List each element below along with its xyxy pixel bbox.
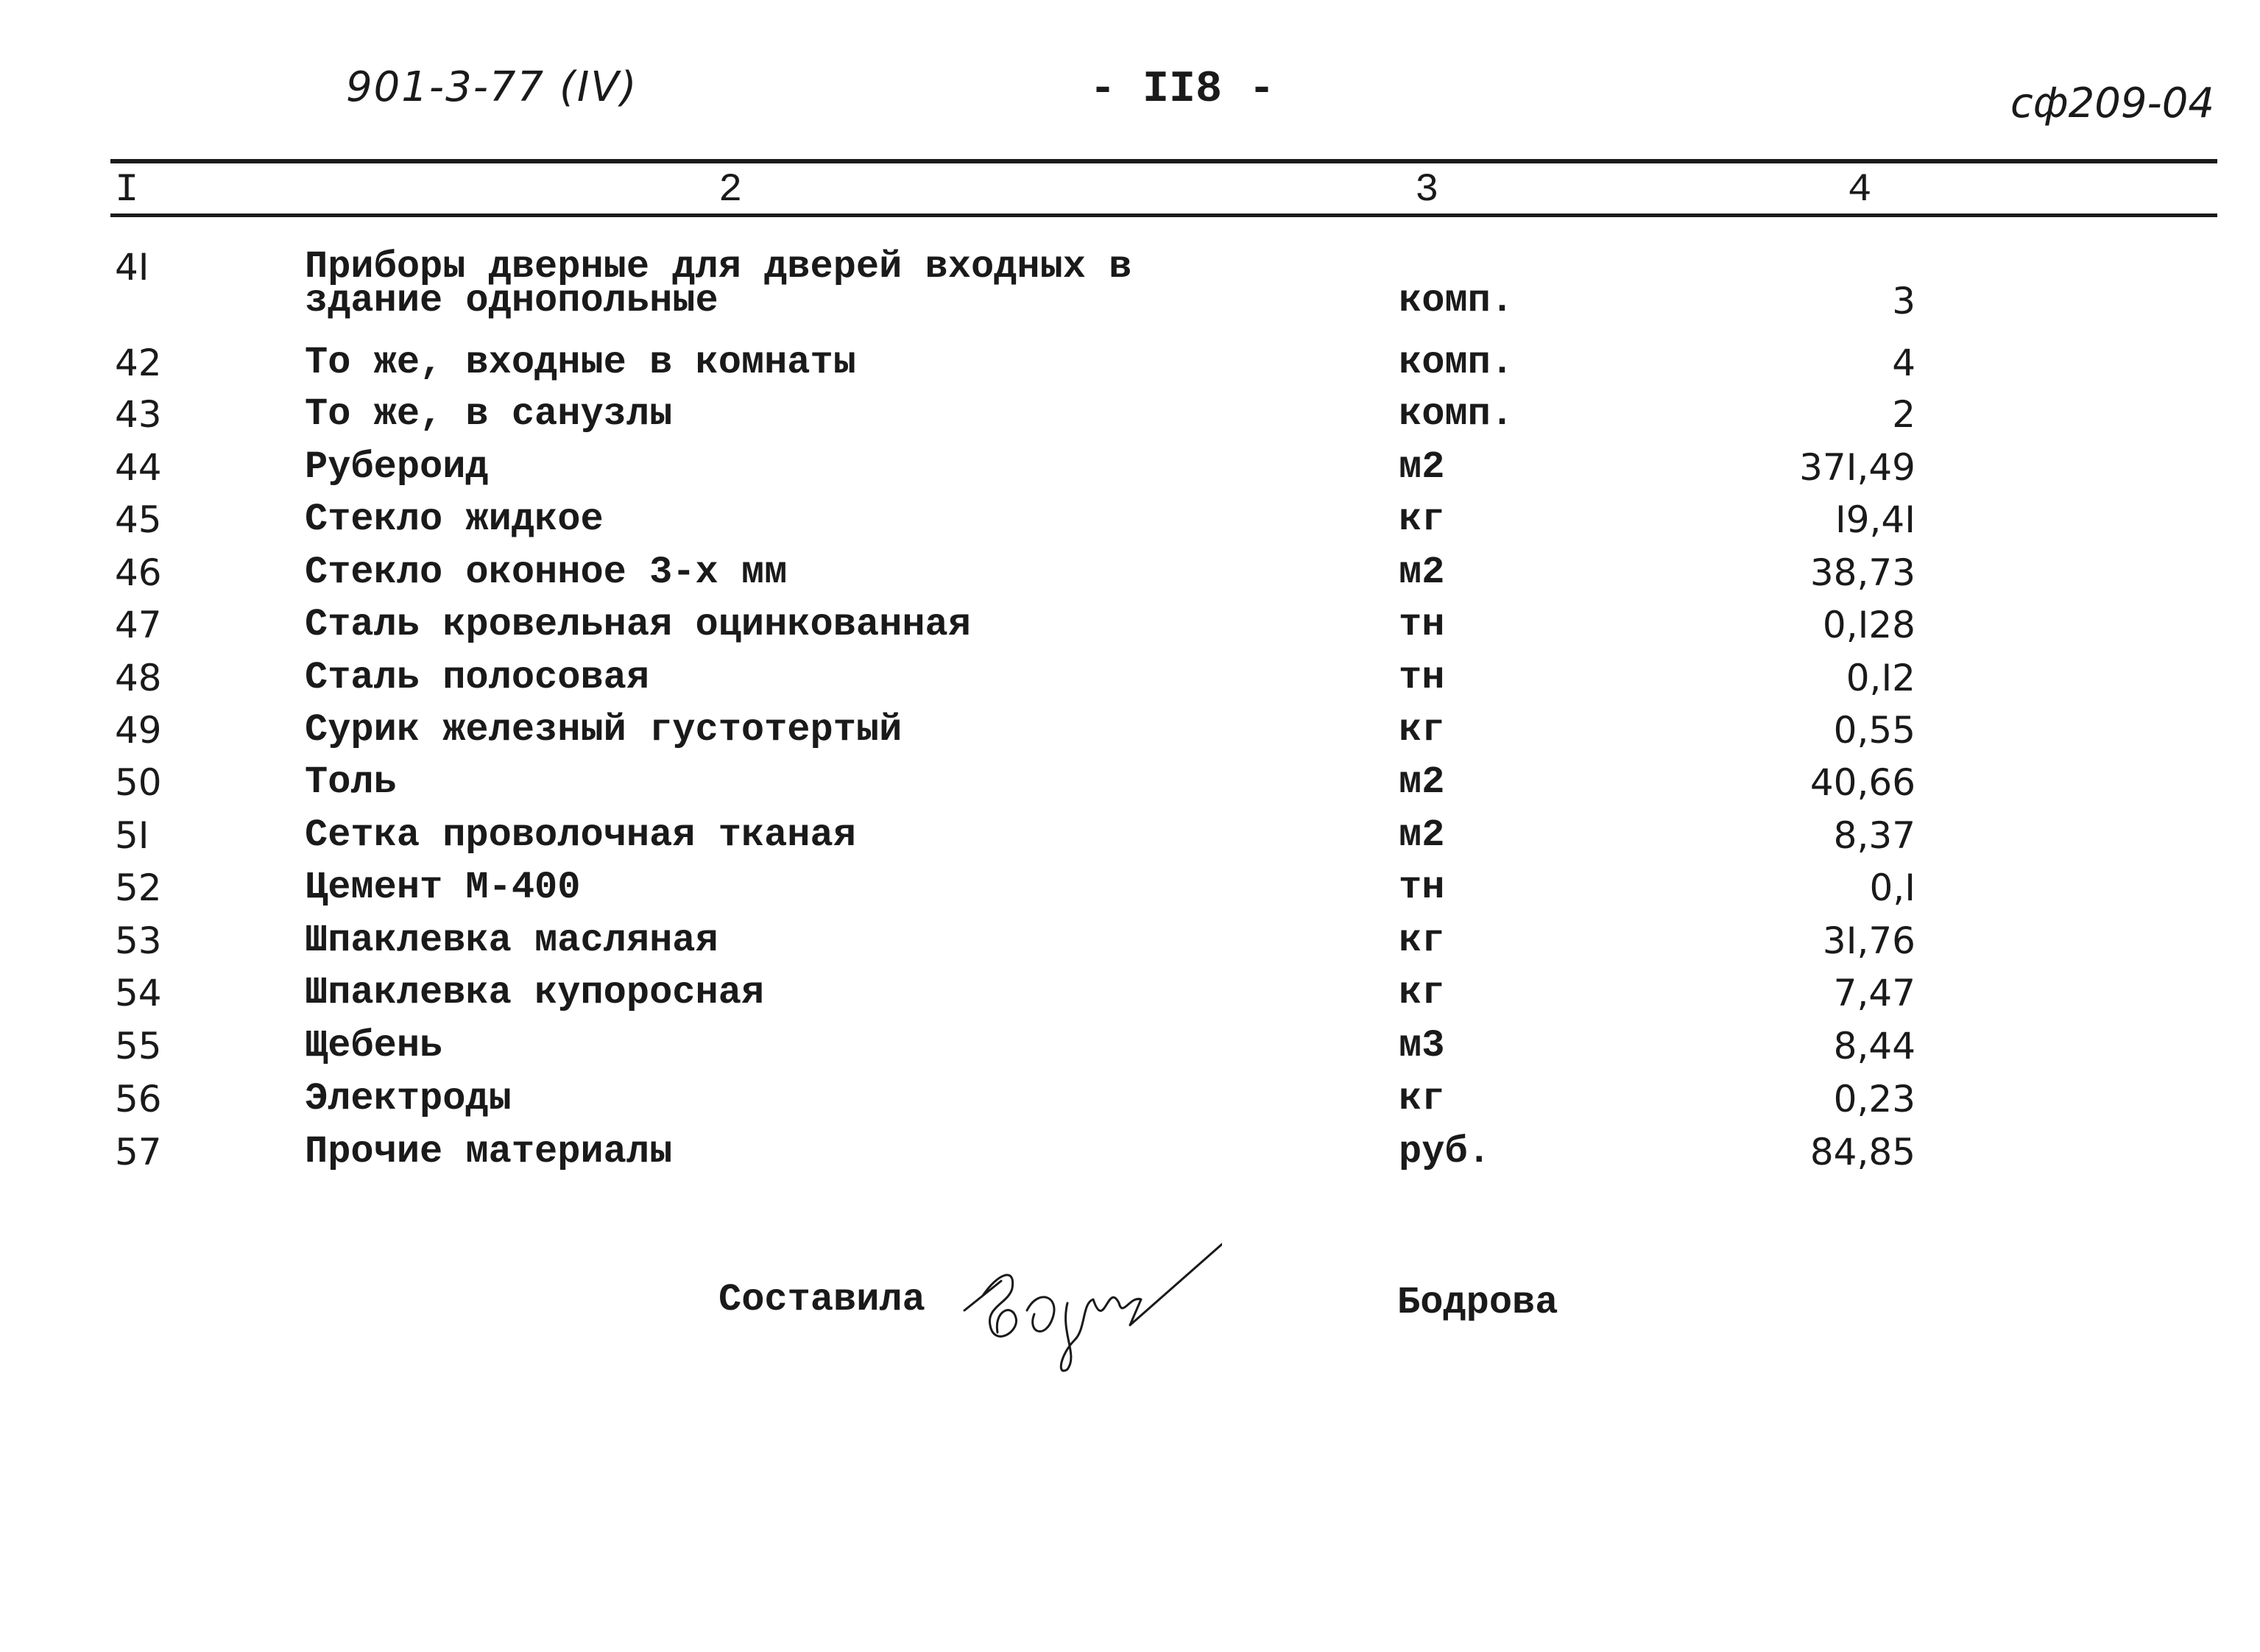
unit-of-measure: м2 [1399,813,1445,857]
quantity: 8,37 [1833,814,1915,857]
row-number: 57 [115,1131,162,1173]
unit-of-measure: кг [1399,919,1445,962]
unit-of-measure: кг [1399,498,1445,541]
quantity: 0,I [1869,866,1915,909]
material-name: Толь [305,760,397,804]
quantity: 0,55 [1833,709,1915,752]
material-name: Рубероид [305,445,489,489]
material-name: Прочие материалы [305,1130,673,1173]
quantity: 38,73 [1809,551,1915,594]
signature-label: Составила [718,1278,925,1321]
material-name: То же, входные в комнаты [305,341,856,384]
row-number: 45 [115,498,162,541]
unit-of-measure: руб. [1399,1130,1491,1173]
unit-of-measure: м2 [1399,445,1445,489]
row-number: 42 [115,342,162,384]
material-name: Электроды [305,1077,512,1120]
row-number: 46 [115,551,162,594]
material-name: Шпаклевка масляная [305,919,718,962]
quantity: 0,I2 [1846,657,1915,699]
column-header-3: 3 [1415,168,1439,213]
quantity: 2 [1892,393,1915,436]
unit-of-measure: тн [1399,866,1445,909]
row-number: 54 [115,972,162,1014]
column-header-2: 2 [718,168,743,213]
row-number: 47 [115,604,162,646]
unit-of-measure: комп. [1399,279,1514,322]
quantity: 7,47 [1833,972,1915,1014]
row-number: 49 [115,709,162,752]
unit-of-measure: м3 [1399,1024,1445,1067]
unit-of-measure: кг [1399,708,1445,752]
quantity: 3I,76 [1822,919,1915,962]
row-number: 43 [115,393,162,436]
row-number: 52 [115,866,162,909]
material-name: Щебень [305,1024,443,1067]
material-name: Цемент М-400 [305,866,581,909]
signature-name: Бодрова [1397,1281,1558,1324]
material-name: Стекло оконное 3-х мм [305,551,788,594]
unit-of-measure: комп. [1399,392,1514,436]
quantity: 4 [1892,342,1915,384]
doc-code: 901-3-77 (IV) [346,63,638,111]
row-number: 44 [115,446,162,489]
row-number: 48 [115,657,162,699]
unit-of-measure: кг [1399,971,1445,1014]
row-number: 56 [115,1078,162,1120]
quantity: 37I,49 [1799,446,1915,489]
material-name: Сталь кровельная оцинкованная [305,603,971,646]
material-name: Стекло жидкое [305,498,604,541]
quantity: 84,85 [1809,1131,1915,1173]
unit-of-measure: комп. [1399,341,1514,384]
row-number: 53 [115,919,162,962]
material-name: Сталь полосовая [305,656,650,699]
column-header-4: 4 [1848,168,1872,213]
row-number: 50 [115,761,162,804]
unit-of-measure: кг [1399,1077,1445,1120]
quantity: 0,I28 [1822,604,1915,646]
column-header-1: I [115,168,139,213]
top-rule [110,159,2217,163]
header-rule [110,213,2217,217]
unit-of-measure: м2 [1399,551,1445,594]
handwritten-signature [957,1229,1222,1377]
material-name: Приборы дверные для дверей входных в здание однопольные [305,245,1132,322]
unit-of-measure: тн [1399,656,1445,699]
quantity: 40,66 [1809,761,1915,804]
unit-of-measure: тн [1399,603,1445,646]
material-name: Сурик железный густотертый [305,708,903,752]
quantity: 0,23 [1833,1078,1915,1120]
quantity: I9,4I [1835,498,1915,541]
material-name: То же, в санузлы [305,392,673,436]
material-name: Шпаклевка купоросная [305,971,765,1014]
row-number: 5I [115,814,149,857]
quantity: 3 [1892,280,1915,322]
page-number: - II8 - [1090,65,1276,115]
sheet-code: сф209-04 [2010,80,2214,127]
quantity: 8,44 [1833,1025,1915,1067]
material-name: Сетка проволочная тканая [305,813,856,857]
unit-of-measure: м2 [1399,760,1445,804]
row-number: 4I [115,246,149,289]
row-number: 55 [115,1025,162,1067]
